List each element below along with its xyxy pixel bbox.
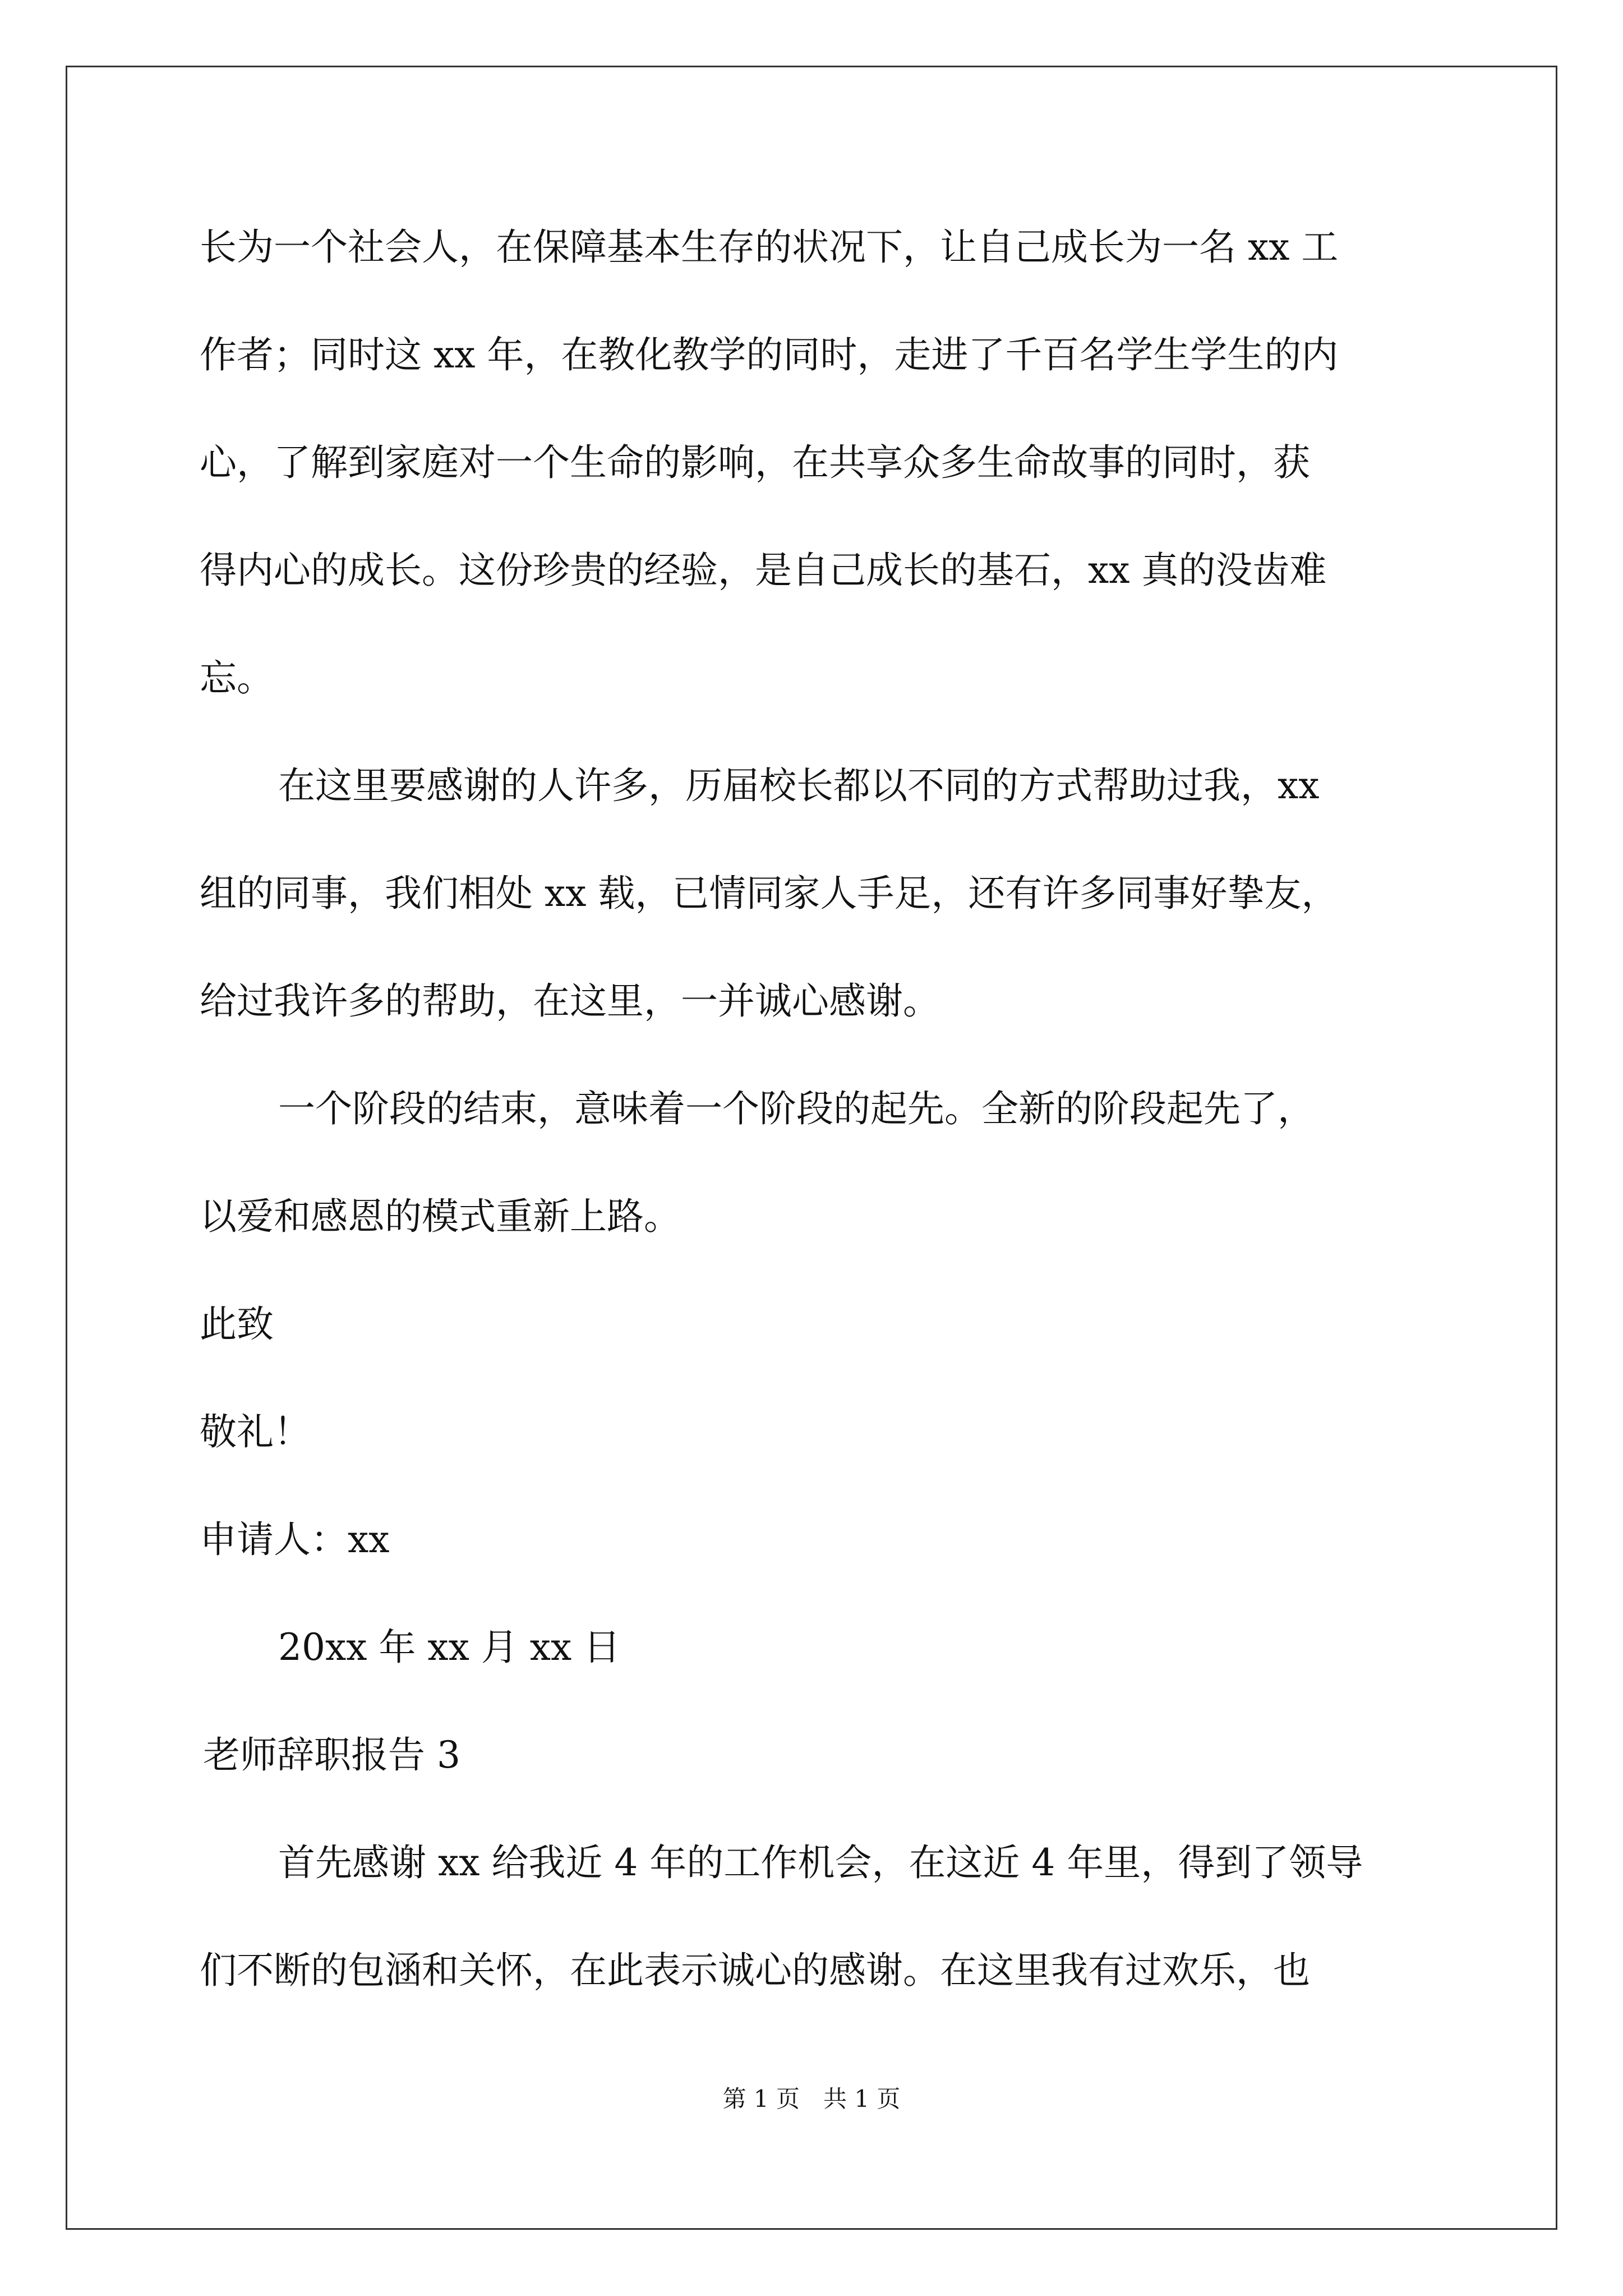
paragraph-line: 在这里要感谢的人许多，历届校长都以不同的方式帮助过我，xx: [278, 764, 1320, 807]
paragraph-line: 首先感谢 xx 给我近 4 年的工作机会，在这近 4 年里，得到了领导: [278, 1841, 1363, 1884]
paragraph-line: 以爱和感恩的模式重新上路。: [200, 1195, 681, 1238]
paragraph-line: 给过我许多的帮助，在这里，一并诚心感谢。: [200, 979, 940, 1023]
paragraph-line: 忘。: [200, 656, 274, 700]
paragraph-line: 们不断的包涵和关怀，在此表示诚心的感谢。在这里我有过欢乐，也: [200, 1949, 1310, 1992]
date-line: 20xx 年 xx 月 xx 日: [278, 1626, 621, 1669]
page-number: 第 1 页 共 1 页: [722, 2085, 901, 2113]
paragraph-line: 长为一个社会人，在保障基本生存的状况下，让自己成长为一名 xx 工: [200, 226, 1339, 269]
paragraph-line: 作者；同时这 xx 年，在教化教学的同时，走进了千百名学生学生的内: [200, 333, 1339, 376]
paragraph-line: 得内心的成长。这份珍贵的经验，是自己成长的基石，xx 真的没齿难: [200, 549, 1327, 592]
paragraph-line: 一个阶段的结束，意味着一个阶段的起先。全新的阶段起先了，: [278, 1087, 1315, 1130]
closing-salutation: 此致: [200, 1303, 274, 1346]
closing-regards: 敬礼！: [200, 1410, 311, 1453]
paragraph-line: 组的同事，我们相处 xx 载，已情同家人手足，还有许多同事好挚友，: [200, 872, 1339, 915]
section-title: 老师辞职报告 3: [203, 1733, 460, 1777]
page-border: [66, 66, 1557, 2230]
paragraph-line: 心，了解到家庭对一个生命的影响，在共享众多生命故事的同时，获: [200, 441, 1310, 484]
applicant-line: 申请人：xx: [200, 1518, 390, 1561]
